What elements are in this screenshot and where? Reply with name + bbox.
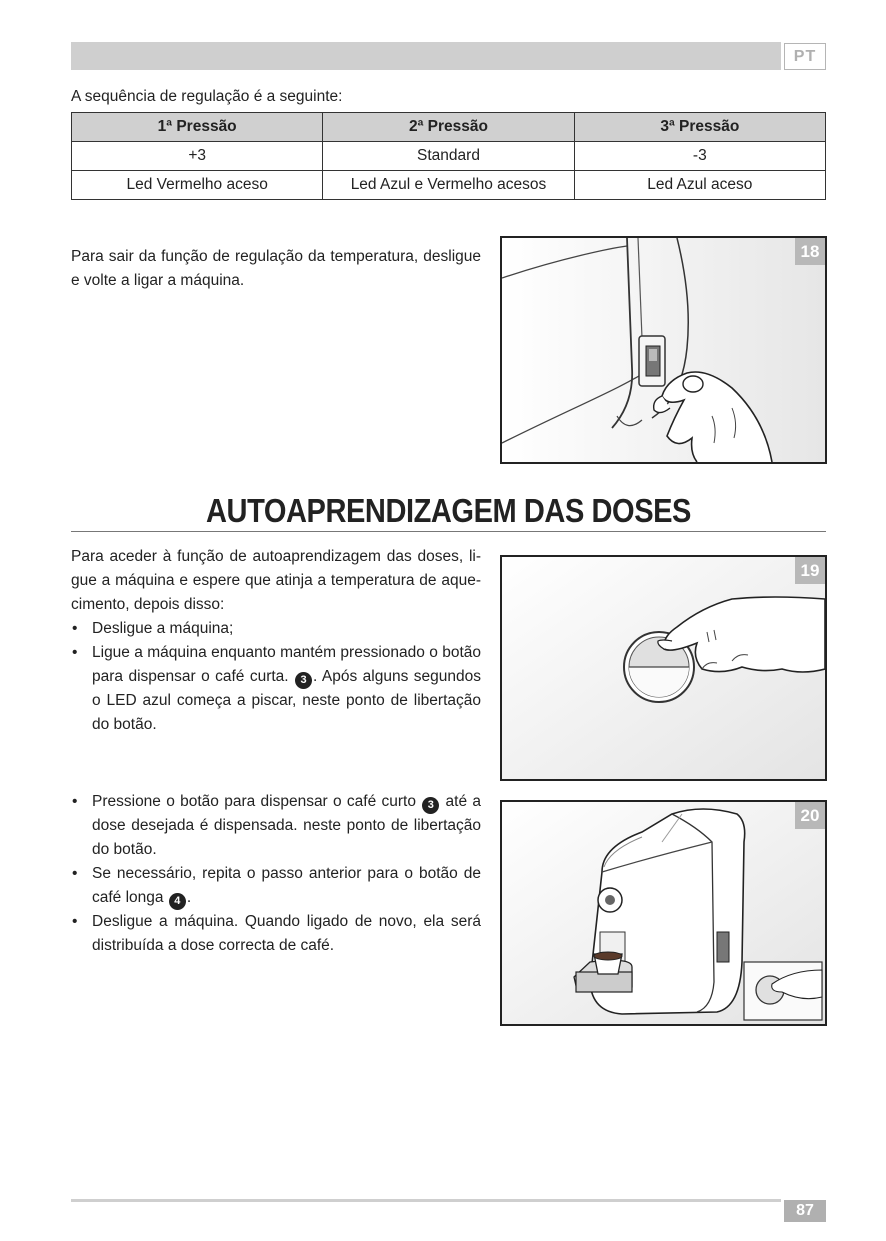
table-cell: Standard — [323, 142, 574, 171]
table-header-cell: 1ª Pressão — [72, 113, 323, 142]
table-row — [72, 171, 826, 200]
section-title: AUTOAPRENDIZAGEM DAS DOSES — [206, 492, 691, 529]
section-intro-block — [71, 545, 481, 737]
exit-paragraph: Para sair da função de regulação da temperatura, desligue e volte a ligar a máquina. — [71, 248, 481, 289]
figure-number: 20 — [795, 802, 825, 829]
table-cell: +3 — [72, 142, 323, 171]
header-bar — [71, 42, 781, 70]
page-number: 87 — [784, 1200, 826, 1222]
list-item-text: até a dose desejada é dispensada. neste ponto de libertação do botão. — [92, 793, 482, 858]
table-row — [72, 142, 826, 171]
steps-list-2 — [71, 790, 481, 958]
footer-line — [71, 1199, 781, 1202]
list-item-text: . — [186, 889, 192, 906]
finger-press-button-illustration — [502, 557, 825, 779]
list-item — [71, 617, 481, 641]
intro-text: A sequência de regulação é a seguinte: — [71, 88, 343, 105]
table-header-row — [72, 113, 826, 142]
table-header-cell: 2ª Pressão — [323, 113, 574, 142]
steps-block-2 — [71, 790, 481, 958]
table-cell: Led Azul e Vermelho acesos — [323, 171, 574, 200]
button-number-badge: 3 — [422, 797, 439, 814]
figure-19 — [500, 555, 827, 781]
table-header-cell: 3ª Pressão — [574, 113, 825, 142]
figure-number: 19 — [795, 557, 825, 584]
steps-list-1 — [71, 617, 481, 737]
figure-20 — [500, 800, 827, 1026]
coffee-machine-illustration — [502, 802, 825, 1024]
button-number-badge: 4 — [169, 893, 186, 910]
list-item — [71, 790, 481, 862]
button-number-badge: 3 — [295, 672, 312, 689]
list-item-text: Pressione o botão para dispensar o café curto — [92, 793, 422, 810]
list-item-text: Ligue a máquina enquanto mantém pressionado o botão para dispensar o café curta. — [92, 644, 481, 685]
regulation-table — [71, 112, 826, 200]
list-item-text: Se necessário, repita o passo anterior para o botão de café longa — [92, 865, 481, 906]
section-divider — [71, 531, 826, 532]
list-item — [71, 862, 481, 910]
list-item-text: . Após alguns segundos o LED azul começa a piscar, neste ponto de libertação do botão. — [92, 668, 481, 733]
table-cell: -3 — [574, 142, 825, 171]
language-badge: PT — [784, 43, 826, 70]
figure-number: 18 — [795, 238, 825, 265]
list-item-text: Desligue a máquina. Quando ligado de novo, ela será distribuída a dose correcta de café. — [92, 913, 481, 954]
list-item — [71, 641, 481, 737]
section-paragraph: Para aceder à função de autoaprendizagem das doses, li-gue a máquina e espere que atinja a temperatura de aque-cimento, depois disso: — [71, 548, 481, 613]
list-item-text: Desligue a máquina; — [92, 620, 234, 637]
machine-side-switch-illustration — [502, 238, 825, 462]
table-cell: Led Vermelho aceso — [72, 171, 323, 200]
list-item — [71, 910, 481, 958]
table-cell: Led Azul aceso — [574, 171, 825, 200]
figure-18 — [500, 236, 827, 464]
